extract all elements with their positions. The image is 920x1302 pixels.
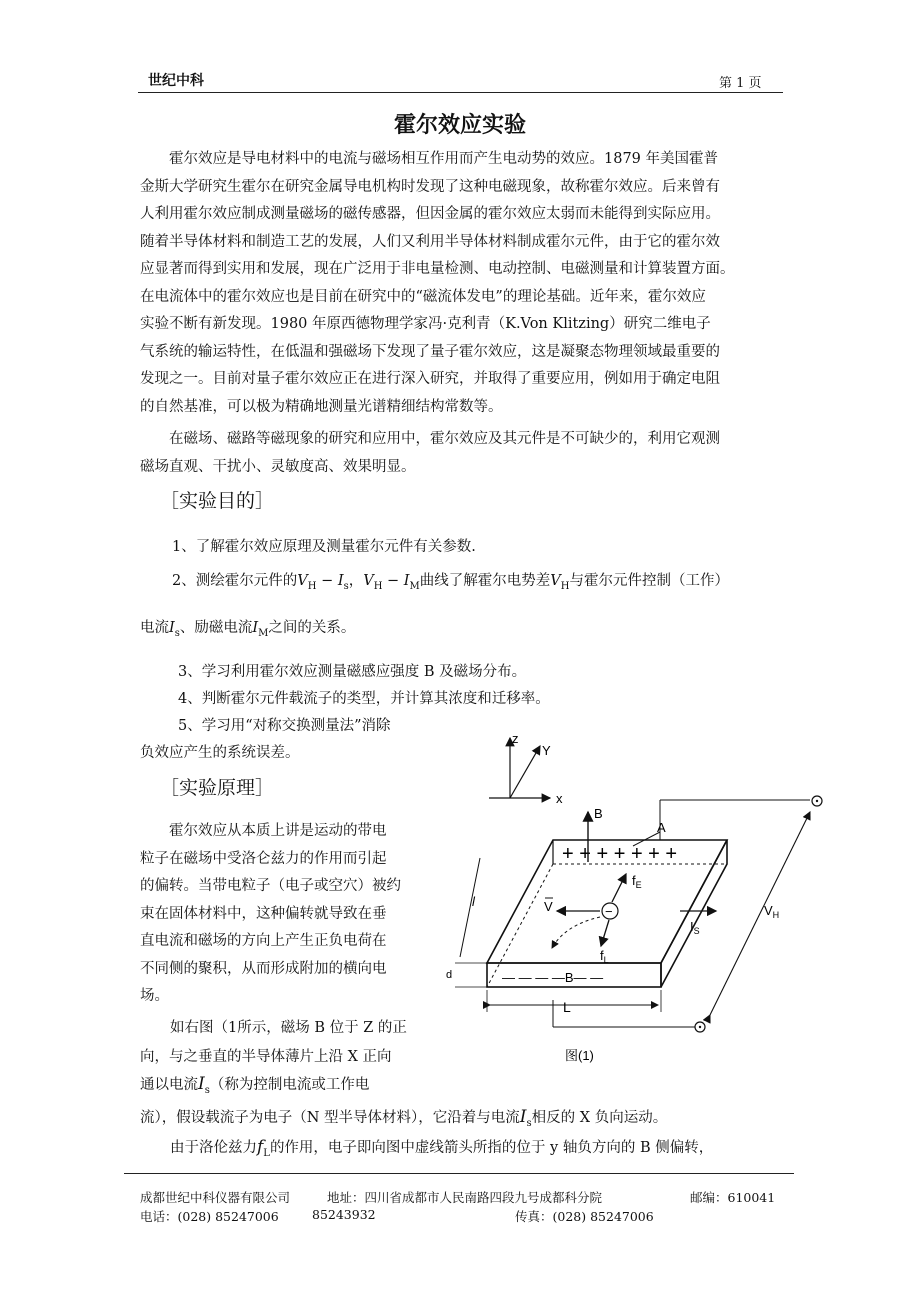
text-line: 随着半导体材料和制造工艺的发展，人们又利用半导体材料制成霍尔元件，由于它的霍尔效: [140, 233, 720, 250]
math-op: −: [387, 573, 400, 589]
p3-line-2: 向，与之垂直的半导体薄片上沿 X 正向: [140, 1049, 392, 1065]
text-line: 直电流和磁场的方向上产生正负电荷在: [140, 933, 387, 949]
text-line: 霍尔效应从本质上讲是运动的带电: [169, 823, 387, 839]
math-sub: s: [204, 1084, 210, 1096]
text-line: 场。: [140, 988, 169, 1004]
header-company: 世纪中科: [148, 73, 204, 89]
negative-charges: — — — —B— —: [502, 970, 604, 985]
text-line: 发现之一。目前对量子霍尔效应正在进行深入研究，并取得了重要应用，例如用于确定电阻: [140, 371, 720, 387]
text-span: 的作用，电子即向图中虚线箭头所指的位于 y 轴负方向的 B 侧偏转，: [269, 1140, 714, 1156]
text-span: 与霍尔元件控制（工作）: [569, 573, 729, 589]
text-span: 通以电流: [140, 1077, 198, 1093]
text-line: 的偏转。当带电粒子（电子或空穴）被约: [140, 878, 401, 894]
text-line: 应显著而得到实用和发展，现在广泛用于非电量检测、电动控制、电磁测量和计算装置方面。: [140, 261, 735, 277]
math-sub: H: [373, 580, 383, 592]
text-span: 相反的 X 负向运动。: [531, 1110, 668, 1126]
intro-paragraph: [140, 146, 780, 421]
purpose-item-4: 4、判断霍尔元件载流子的类型，并计算其浓度和迁移率。: [178, 691, 550, 707]
footer-phone: 电话：(028) 85247006: [140, 1209, 279, 1224]
p3-line-1: 如右图（1所示，磁场 B 位于 Z 的正: [170, 1020, 407, 1036]
math-symbol: V: [363, 573, 374, 589]
text-line: 金斯大学研究生霍尔在研究金属导电机构时发现了这种电磁现象，故称霍尔效应。后来曾有: [140, 178, 720, 195]
text-line: 束在固体材料中，这种偏转就导致在垂: [140, 905, 387, 922]
fe-arrow: [612, 874, 626, 902]
purpose-item-1: 1、了解霍尔效应原理及测量霍尔元件有关参数.: [172, 539, 476, 555]
footer-company: 成都世纪中科仪器有限公司: [140, 1190, 291, 1205]
b-label: B: [594, 806, 603, 821]
vh-label: $V_H$: [764, 903, 780, 920]
text-span: 曲线了解霍尔电势差: [419, 573, 551, 589]
text-line: 气系统的输运特性，在低温和强磁场下发现了量子霍尔效应，这是凝聚态物理领域最重要的: [140, 343, 720, 360]
purpose-item-5-cont: 负效应产生的系统误差。: [140, 745, 300, 761]
math-symbol: I: [403, 573, 410, 589]
math-symbol: I: [252, 620, 259, 636]
text-line: 人利用霍尔效应制成测量磁场的磁传感器，但因金属的霍尔效应太弱而未能得到实际应用。: [140, 206, 720, 222]
text-span: 电流: [140, 620, 169, 636]
math-sub: H: [560, 580, 570, 592]
header-divider: [138, 92, 783, 93]
purpose-item-2-cont: [140, 616, 355, 639]
header-page-number: 第 1 页: [719, 76, 762, 91]
footer-address: 地址：四川省成都市人民南路四段九号成都科分院: [327, 1190, 603, 1205]
axis-z-label: z: [512, 731, 519, 746]
p3-line-5: [170, 1136, 713, 1159]
axis-y-label: Y: [542, 743, 551, 758]
positive-charges: + + + + + + +: [562, 843, 678, 865]
fe-label: $f_E$: [632, 873, 642, 890]
purpose-item-5: 5、学习用“对称交换测量法”消除: [178, 718, 391, 734]
text-line: 在磁场、磁路等磁现象的研究和应用中，霍尔效应及其元件是不可缺少的，利用它观测: [169, 431, 720, 447]
purpose-item-3: 3、学习利用霍尔效应测量磁感应强度 B 及磁场分布。: [178, 664, 527, 680]
p3-line-3: [140, 1073, 369, 1096]
purpose-item-2: [172, 569, 729, 592]
footer-fax: 传真：(028) 85247006: [515, 1209, 654, 1224]
hidden-edge: [487, 864, 553, 987]
terminal-dot: [699, 1026, 701, 1028]
text-span: 由于洛伦兹力: [170, 1140, 257, 1156]
math-symbol: I: [169, 620, 175, 636]
math-sub: L: [263, 1147, 270, 1159]
text-line: 的自然基准，可以极为精确地测量光谱精细结构常数等。: [140, 398, 503, 415]
math-symbol: I: [198, 1074, 205, 1094]
section-heading-purpose: ［实验目的］: [160, 490, 275, 512]
text-span: 、励磁电流: [179, 620, 253, 636]
text-span: 2、测绘霍尔元件的: [172, 573, 298, 589]
math-symbol: f: [257, 1137, 264, 1157]
text-line: 不同侧的聚积，从而形成附加的横向电: [140, 960, 387, 977]
axis-x-label: x: [556, 791, 563, 806]
a-label: A: [657, 820, 666, 835]
footer-postcode: 邮编：610041: [690, 1190, 776, 1205]
text-span: （称为控制电流或工作电: [209, 1077, 370, 1093]
electron-sign: −: [605, 904, 613, 919]
math-sub: M: [409, 580, 420, 592]
text-line: 在电流体中的霍尔效应也是目前在研究中的“磁流体发电”的理论基础。近年来，霍尔效应: [140, 288, 706, 305]
section-heading-principle: ［实验原理］: [160, 777, 275, 799]
math-sub: M: [258, 627, 269, 639]
text-line: 霍尔效应是导电材料中的电流与磁场相互作用而产生电动势的效应。1879 年美国霍普: [169, 151, 719, 167]
velocity-label: V: [544, 899, 553, 914]
l-label: l: [472, 894, 475, 909]
p3-line-4: [140, 1106, 667, 1129]
math-sub: H: [307, 580, 317, 592]
l-dimension: [460, 858, 480, 957]
footer-divider: [124, 1173, 794, 1174]
electron-trajectory: [552, 917, 600, 948]
text-span: 之间的关系。: [268, 620, 356, 636]
footer-phone2: 85243932: [312, 1207, 376, 1222]
terminal-dot: [816, 800, 818, 802]
math-symbol: V: [550, 573, 561, 589]
text-line: 磁场直观、干扰小、灵敏度高、效果明显。: [140, 458, 416, 475]
text-span: 流），假设载流子为电子（N 型半导体材料），它沿着与电流: [140, 1110, 520, 1126]
math-symbol: I: [337, 573, 344, 589]
math-symbol: I: [519, 1107, 527, 1127]
fl-arrow: [601, 920, 609, 946]
L-label: L: [563, 999, 571, 1015]
y-axis: [510, 746, 540, 798]
second-paragraph: [140, 426, 780, 481]
text-line: 粒子在磁场中受洛仑兹力的作用而引起: [140, 850, 387, 867]
page-title: 霍尔效应实验: [393, 113, 526, 138]
hall-effect-figure: [446, 720, 830, 1070]
math-sub: s: [526, 1117, 532, 1129]
math-symbol: V: [297, 573, 308, 589]
current-label: $I_S$: [690, 919, 700, 936]
math-op: −: [321, 573, 334, 589]
math-sub: s: [343, 580, 349, 592]
fl-label: $f_L$: [600, 948, 609, 965]
d-label: d: [446, 969, 453, 981]
text-line: 实验不断有新发现。1980 年原西德物理学家冯·克利青（K.Von Klitzing）研究二维电子: [140, 316, 711, 332]
math-sub: s: [174, 627, 180, 639]
figure-caption: 图(1): [565, 1048, 594, 1063]
math-op: ，: [348, 573, 364, 589]
principle-paragraph: [140, 818, 440, 1011]
